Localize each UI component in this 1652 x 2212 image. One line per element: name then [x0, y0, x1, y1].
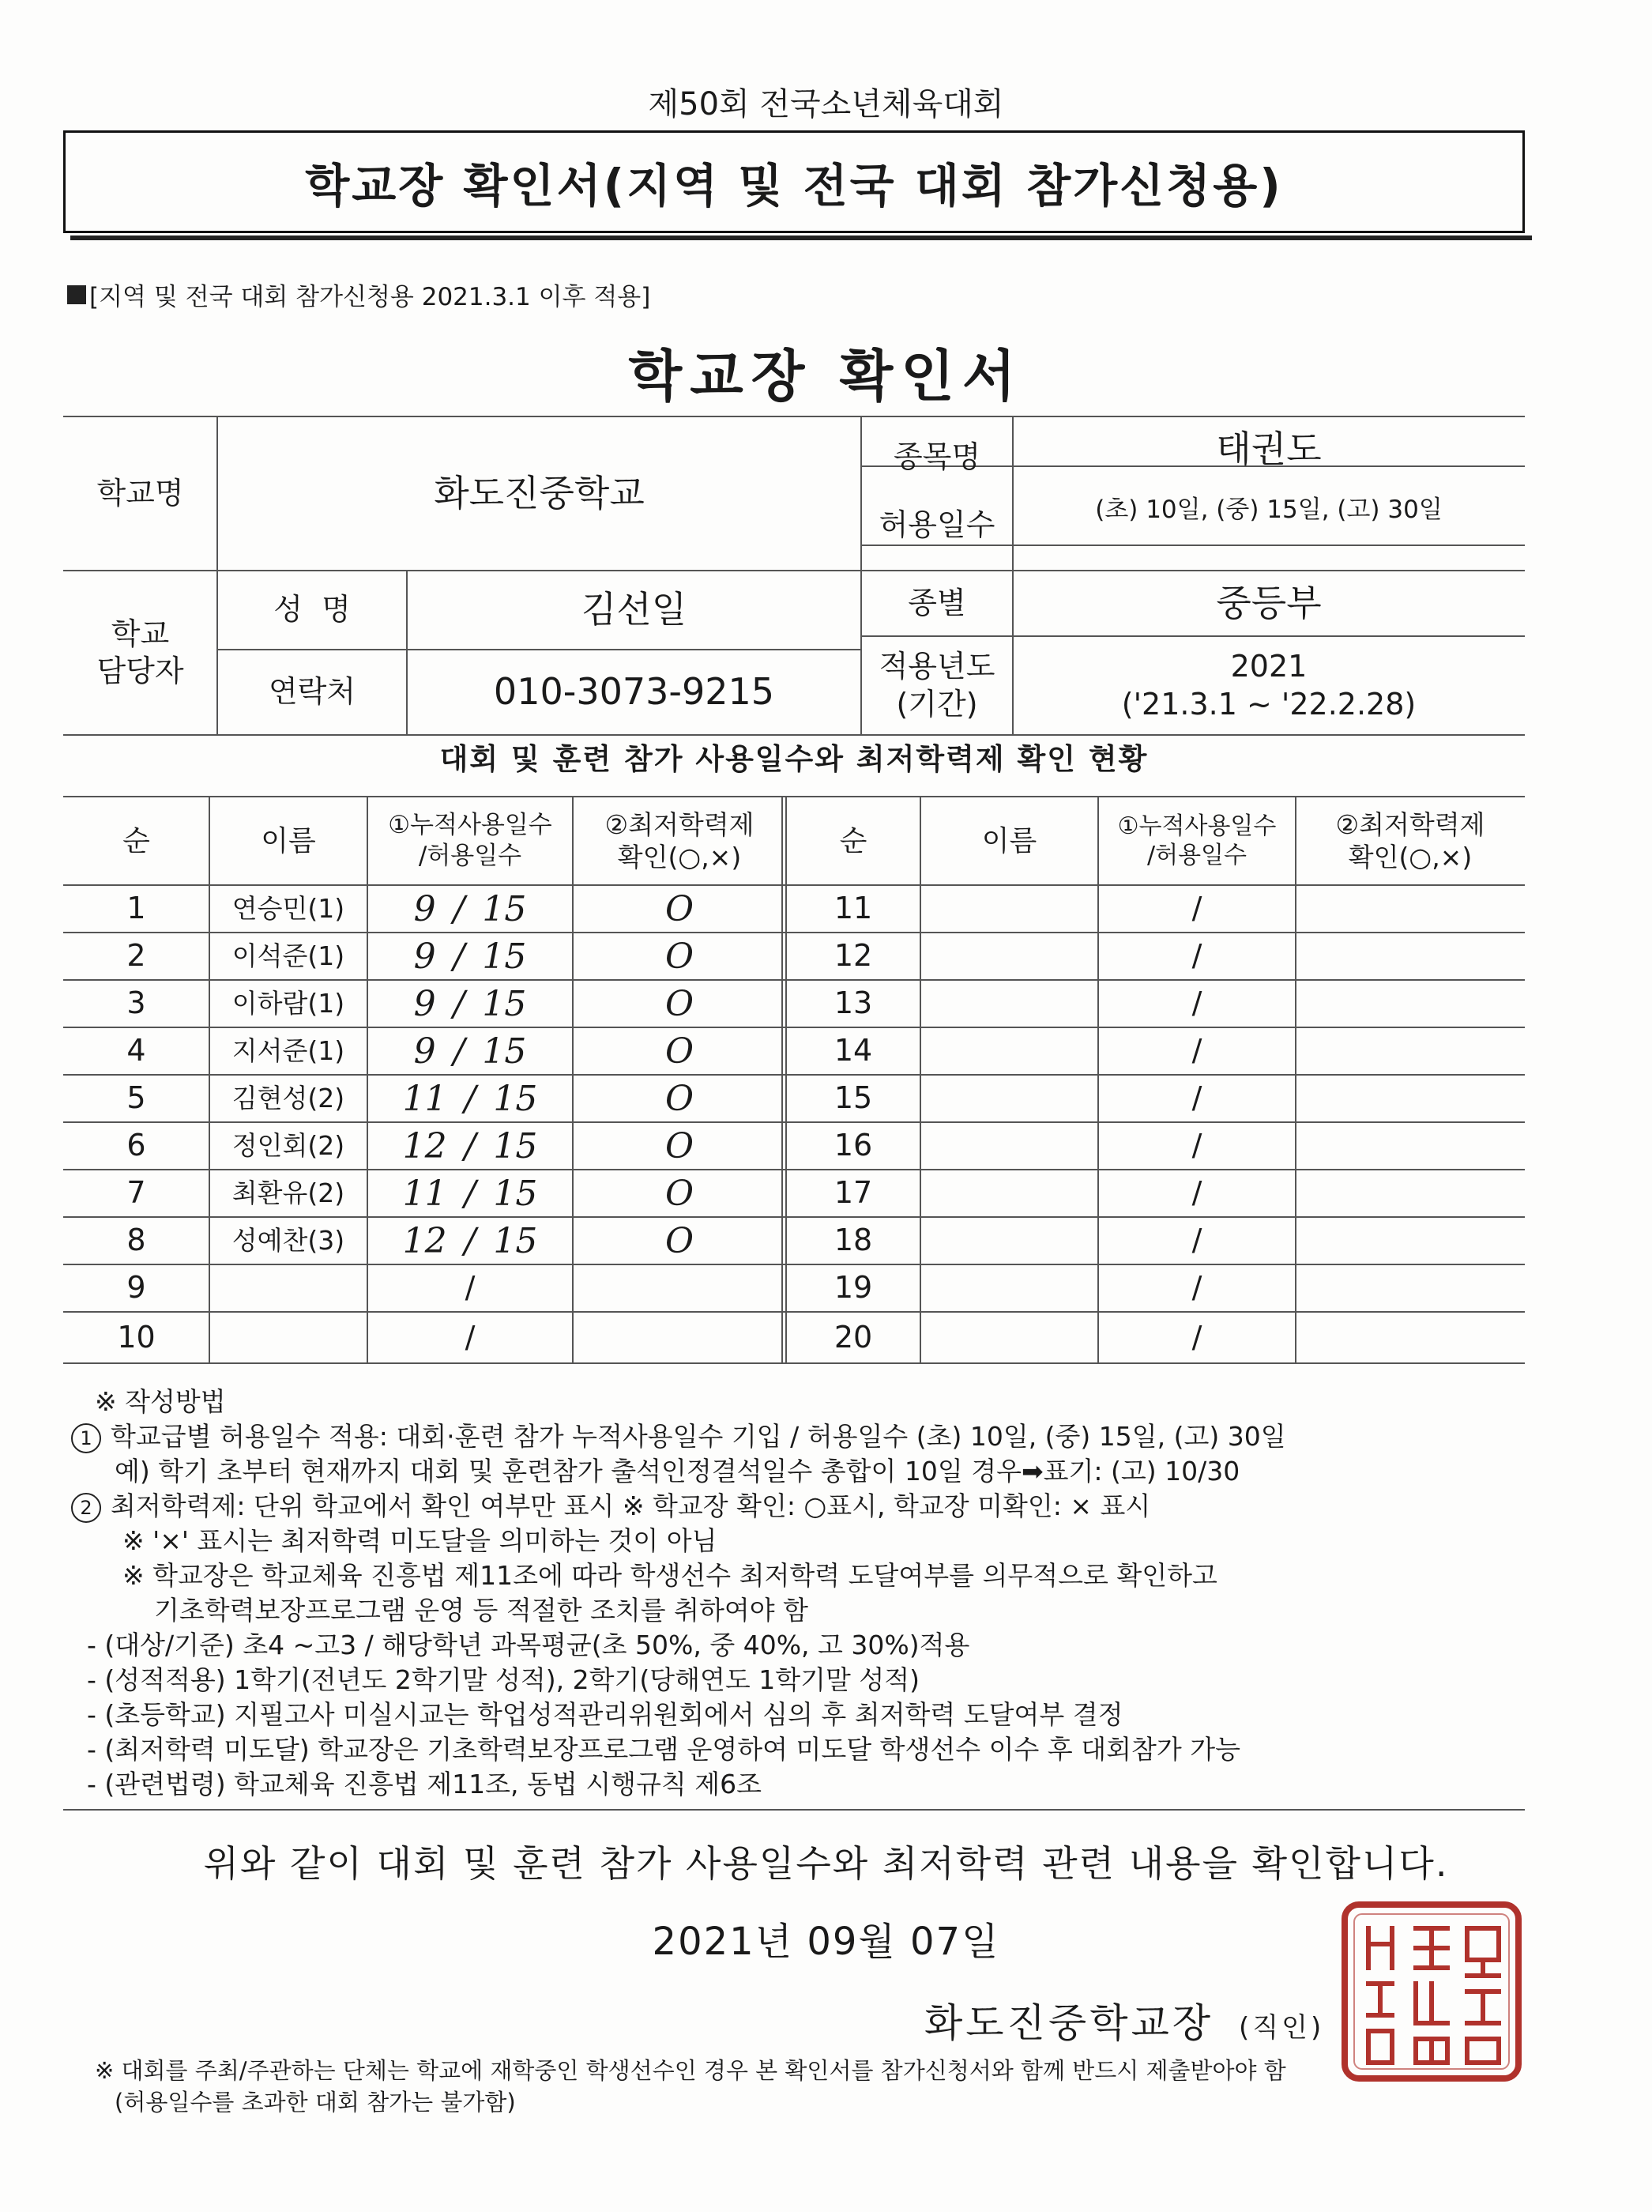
- days-slash-right: /: [1191, 1080, 1202, 1116]
- days-used-allowed: [367, 1170, 573, 1217]
- days-slash: /: [465, 1270, 476, 1306]
- document-title: 학교장 확인서: [628, 344, 1024, 409]
- days-slash-right: /: [1191, 1033, 1202, 1068]
- sport-label: 종목명: [893, 439, 981, 474]
- row-number-right: 15: [834, 1080, 873, 1116]
- seal-mark-text: (직인): [1239, 2012, 1325, 2044]
- allowed-days-value: (초) 10일, (중) 15일, (고) 30일: [1095, 495, 1443, 524]
- days-used: 9: [413, 888, 436, 929]
- row-number-right: 11: [834, 891, 873, 926]
- issue-date: 2021년 09월 07일: [652, 1920, 1000, 1964]
- student-name: 정인회(2): [231, 1130, 345, 1162]
- principal-name: 화도진중학교장: [924, 2000, 1214, 2046]
- form-title: 학교장 확인서(지역 및 전국 대회 참가신청용): [305, 159, 1283, 213]
- footnote-limit: (허용일수를 초과한 대회 참가는 불가함): [115, 2089, 516, 2116]
- note-1: [71, 1416, 1286, 1453]
- row-number: 4: [126, 1033, 146, 1068]
- school-name-value: 화도진중학교: [434, 471, 645, 514]
- days-allowed: 15: [482, 888, 527, 929]
- days-used: 9: [413, 936, 436, 977]
- school-seal-stamp: [1337, 1897, 1526, 2086]
- circled-one-icon: 1: [71, 1423, 101, 1453]
- days-allowed: 15: [493, 1173, 538, 1214]
- notes-heading: ※ 작성방법: [95, 1386, 226, 1417]
- student-name: 최환유(2): [231, 1178, 345, 1209]
- row-number: 3: [126, 985, 146, 1021]
- detail-target: - (대상/기준) 초4 ~고3 / 해당학년 과목평균(초 50%, 중 40%, 고 30%)적용: [87, 1630, 970, 1660]
- days-used: 9: [413, 983, 436, 1024]
- sport-value: 태권도: [1216, 427, 1322, 470]
- header-check-left: ②최저학력제 확인(○,×): [604, 808, 755, 872]
- days-allowed: 15: [482, 936, 527, 977]
- school-name-label: 학교명: [96, 475, 184, 511]
- days-allowed: 15: [482, 983, 527, 1024]
- days-allowed: 15: [493, 1078, 538, 1119]
- student-name: 성예찬(3): [231, 1225, 345, 1257]
- slash: /: [453, 983, 465, 1024]
- slash: /: [453, 936, 465, 977]
- row-number-right: 12: [834, 938, 873, 974]
- row-number: 8: [126, 1223, 146, 1258]
- row-number: 6: [126, 1128, 146, 1163]
- principal-title: [924, 1992, 1324, 2048]
- student-name: [209, 1312, 367, 1363]
- days-used-allowed: [367, 1027, 573, 1075]
- days-allowed: 15: [493, 1125, 538, 1166]
- days-slash-right: /: [1191, 1223, 1202, 1258]
- header-no-left: 순: [122, 824, 150, 857]
- days-allowed: 15: [493, 1220, 538, 1261]
- min-academic-check: O: [664, 1078, 694, 1119]
- allowed-days-label: 허용일수: [879, 507, 995, 543]
- header-name-left: 이름: [261, 824, 316, 857]
- contact-label: 연락처: [268, 674, 356, 710]
- row-number: 1: [126, 891, 146, 926]
- min-academic-check: O: [664, 1031, 694, 1072]
- min-academic-check: O: [664, 1173, 694, 1214]
- student-name: 김현성(2): [231, 1083, 345, 1114]
- days-slash: /: [465, 1319, 476, 1355]
- period-value: 2021 ('21.3.1 ~ '22.2.28): [1121, 649, 1417, 722]
- row-number-right: 19: [834, 1270, 873, 1306]
- min-academic-check: O: [664, 888, 694, 929]
- note-1-example: 예) 학기 초부터 현재까지 대회 및 훈련참가 출석인정결석일수 총합이 10일 경우➡표기: (고) 10/30: [115, 1456, 1240, 1487]
- header-days-right: ①누적사용일수 /허용일수: [1117, 812, 1277, 869]
- apply-note-text: [지역 및 전국 대회 참가신청용 2021.3.1 이후 적용]: [89, 283, 651, 311]
- header-no-right: 순: [839, 824, 867, 857]
- min-academic-check: [573, 1264, 786, 1312]
- circled-two-icon: 2: [71, 1493, 101, 1523]
- min-academic-check: O: [664, 1220, 694, 1261]
- student-name: 이석준(1): [231, 940, 345, 972]
- slash: /: [453, 1031, 465, 1072]
- slash: /: [464, 1125, 476, 1166]
- division-value: 중등부: [1216, 581, 1322, 624]
- student-name: 연승민(1): [231, 893, 345, 925]
- detail-related-law: - (관련법령) 학교체육 진흥법 제11조, 동법 시행규칙 제6조: [87, 1769, 762, 1799]
- slash: /: [453, 888, 465, 929]
- summary-title: 대회 및 훈련 참가 사용일수와 최저학력제 확인 현황: [439, 742, 1149, 776]
- min-academic-check: O: [664, 983, 694, 1024]
- days-used: 9: [413, 1031, 436, 1072]
- period-label: 적용년도 (기간): [879, 649, 995, 722]
- note-2: [71, 1486, 1150, 1523]
- days-used-allowed: [367, 980, 573, 1027]
- days-used-allowed: [367, 885, 573, 933]
- school-manager-label: 학교 담당자: [96, 616, 184, 688]
- header-name-right: 이름: [981, 824, 1037, 857]
- division-label: 종별: [908, 585, 966, 620]
- slash: /: [464, 1220, 476, 1261]
- days-slash-right: /: [1191, 985, 1202, 1021]
- row-number-right: 13: [834, 985, 873, 1021]
- event-caption: 제50회 전국소년체육대회: [648, 86, 1004, 122]
- contact-value: 010-3073-9215: [493, 670, 775, 714]
- row-number: 2: [126, 938, 146, 974]
- student-name: 이하람(1): [231, 988, 345, 1019]
- row-number-right: 18: [834, 1223, 873, 1258]
- days-slash-right: /: [1191, 938, 1202, 974]
- manager-name-label: 성 명: [273, 592, 351, 627]
- note-principal-duty-cont: 기초학력보장프로그램 운영 등 적절한 조치를 취하여야 함: [154, 1595, 809, 1626]
- row-number: 9: [126, 1270, 146, 1306]
- note-1-text: 학교급별 허용일수 적용: 대회·훈련 참가 누적사용일수 기입 / 허용일수 (초) 10일, (중) 15일, (고) 30일: [111, 1421, 1286, 1452]
- detail-grade-apply: - (성적적용) 1학기(전년도 2학기말 성적), 2학기(당해연도 1학기말 성적): [87, 1664, 920, 1695]
- days-slash-right: /: [1191, 1319, 1202, 1355]
- days-used: 11: [402, 1078, 447, 1119]
- slash: /: [464, 1078, 476, 1119]
- min-academic-check: O: [664, 936, 694, 977]
- days-used: 12: [402, 1125, 447, 1166]
- detail-elementary: - (초등학교) 지필고사 미실시교는 학업성적관리위원회에서 심의 후 최저학력 도달여부 결정: [87, 1699, 1123, 1730]
- days-used-allowed: [367, 1075, 573, 1122]
- row-number: 10: [117, 1319, 156, 1355]
- row-number: 7: [126, 1175, 146, 1211]
- note-x-meaning: ※ '×' 표시는 최저학력 미도달을 의미하는 것이 아님: [122, 1525, 717, 1556]
- days-slash-right: /: [1191, 1270, 1202, 1306]
- days-used-allowed: [367, 1217, 573, 1264]
- row-number: 5: [126, 1080, 146, 1116]
- detail-not-reached: - (최저학력 미도달) 학교장은 기초학력보장프로그램 운영하여 미도달 학생선수 이수 후 대회참가 가능: [87, 1734, 1241, 1765]
- min-academic-check: [573, 1312, 786, 1363]
- row-number-right: 14: [834, 1033, 873, 1068]
- note-principal-duty: ※ 학교장은 학교체육 진흥법 제11조에 따라 학생선수 최저학력 도달여부를 의무적으로 확인하고: [122, 1560, 1217, 1591]
- days-used: 12: [402, 1220, 447, 1261]
- footnote-submission: ※ 대회를 주최/주관하는 단체는 학교에 재학중인 학생선수인 경우 본 확인서를 참가신청서와 함께 반드시 제출받아야 함: [95, 2057, 1286, 2084]
- header-check-right: ②최저학력제 확인(○,×): [1335, 808, 1485, 872]
- row-number-right: 17: [834, 1175, 873, 1211]
- header-days-left: ①누적사용일수 /허용일수: [388, 811, 552, 870]
- days-used-allowed: [367, 933, 573, 980]
- note-2-text: 최저학력제: 단위 학교에서 확인 여부만 표시 ※ 학교장 확인: ○표시, 학교장 미확인: × 표시: [111, 1490, 1151, 1521]
- slash: /: [464, 1173, 476, 1214]
- days-slash-right: /: [1191, 1128, 1202, 1163]
- student-name: [209, 1264, 367, 1312]
- manager-name-value: 김선일: [581, 588, 687, 631]
- min-academic-check: O: [664, 1125, 694, 1166]
- confirmation-statement: 위와 같이 대회 및 훈련 참가 사용일수와 최저학력 관련 내용을 확인합니다.: [203, 1842, 1449, 1885]
- days-allowed: 15: [482, 1031, 527, 1072]
- days-slash-right: /: [1191, 1175, 1202, 1211]
- days-used: 11: [402, 1173, 447, 1214]
- row-number-right: 16: [834, 1128, 873, 1163]
- row-number-right: 20: [834, 1319, 873, 1355]
- student-name: 지서준(1): [231, 1035, 345, 1067]
- days-used-allowed: [367, 1122, 573, 1170]
- days-slash-right: /: [1191, 891, 1202, 926]
